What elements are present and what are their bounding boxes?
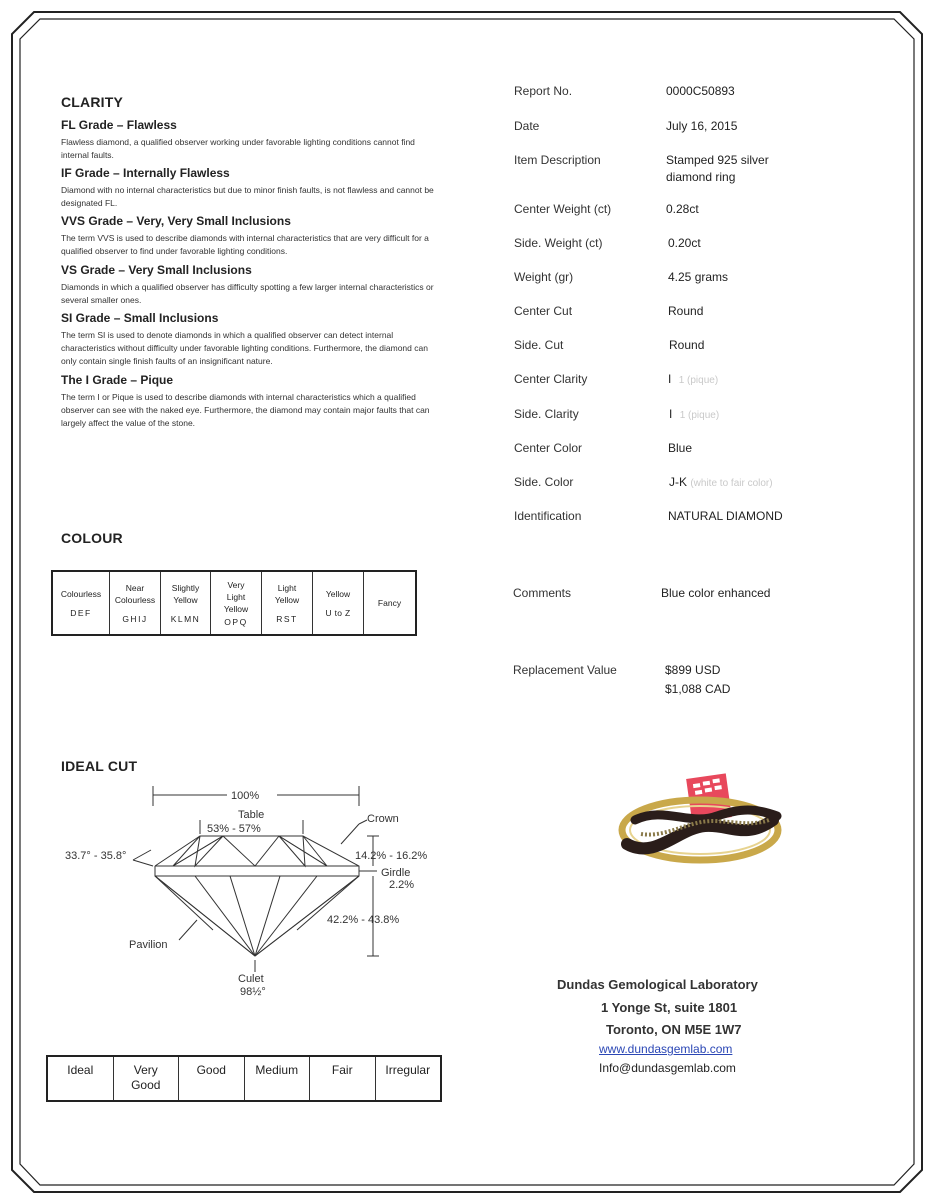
colour-cell-near-colourless: Near Colourless GHIJ: [110, 571, 161, 635]
lab-website-link[interactable]: www.dundasgemlab.com: [599, 1042, 733, 1056]
lab-address-line2: Toronto, ON M5E 1W7: [606, 1022, 742, 1037]
grade-i-title: The I Grade – Pique: [61, 373, 174, 387]
label-side-clarity: Side. Clarity: [514, 407, 579, 421]
label-weight-gr: Weight (gr): [514, 270, 574, 284]
label-culet: Culet: [238, 973, 264, 985]
label-center-cut: Center Cut: [514, 304, 573, 318]
label-pavilion: Pavilion: [129, 939, 168, 951]
grade-si-title: SI Grade – Small Inclusions: [61, 311, 219, 325]
value-replacement-cad: $1,088 CAD: [665, 682, 731, 696]
label-center-clarity: Center Clarity: [514, 372, 588, 386]
colour-cell-very-light-yellow: Very Light Yellow OPQ: [211, 571, 262, 635]
label-date: Date: [514, 119, 540, 133]
grade-vs-desc: Diamonds in which a qualified observer has difficulty spotting a few larger internal characteristics or several smaller ones.: [61, 282, 434, 305]
label-girdle-value: 2.2%: [389, 879, 415, 891]
label-comments: Comments: [513, 586, 572, 600]
cut-grade-medium: Medium: [245, 1057, 311, 1100]
grade-fl-title: FL Grade – Flawless: [61, 118, 177, 132]
value-center-color: Blue: [668, 441, 693, 455]
label-total: 100%: [231, 790, 260, 802]
value-center-weight: 0.28ct: [666, 202, 699, 216]
lab-email: Info@dundasgemlab.com: [599, 1061, 736, 1075]
label-side-weight: Side. Weight (ct): [514, 236, 603, 250]
colour-cell-yellow: Yellow U to Z: [313, 571, 364, 635]
value-date: July 16, 2015: [666, 119, 738, 133]
colour-cell-fancy: Fancy: [364, 571, 417, 635]
cut-grade-fair: Fair: [310, 1057, 376, 1100]
value-comments: Blue color enhanced: [661, 586, 771, 600]
grade-i-desc: The term I or Pique is used to describe diamonds with internal characteristics which a qualified observer can see with the naked eye. Furthermore, the diamond may contain major faults that can largely affect the value of the stone.: [61, 392, 430, 428]
label-table-range: 53% - 57%: [207, 823, 261, 835]
grade-if-title: IF Grade – Internally Flawless: [61, 166, 230, 180]
grade-vs-title: VS Grade – Very Small Inclusions: [61, 263, 252, 277]
colour-cell-light-yellow: Light Yellow RST: [262, 571, 313, 635]
colour-cell-colourless: Colourless DEF: [52, 571, 110, 635]
grade-vvs-title: VVS Grade – Very, Very Small Inclusions: [61, 214, 291, 228]
diamond-proportions-diagram: [55, 780, 445, 1005]
label-side-cut: Side. Cut: [514, 338, 564, 352]
value-side-cut: Round: [669, 338, 705, 352]
label-culet-angle: 98½°: [240, 986, 266, 998]
ideal-cut-heading: IDEAL CUT: [61, 758, 138, 774]
colour-heading: COLOUR: [61, 530, 123, 546]
grade-vvs-desc: The term VVS is used to describe diamonds with internal characteristics that are very difficult for a qualified observer to find under favorable lighting conditions.: [61, 233, 429, 256]
label-pavilion-depth: 42.2% - 43.8%: [327, 914, 400, 926]
label-report-no: Report No.: [514, 84, 573, 98]
value-side-weight: 0.20ct: [668, 236, 701, 250]
label-crown-angle: 33.7° - 35.8°: [65, 850, 127, 862]
ring-photo: [605, 768, 790, 878]
grade-si-desc: The term SI is used to denote diamonds in which a qualified observer can detect internal characteristics without difficulty under favorable lighting conditions. Furthermore, the diamond can only contain single finish faults of an insignificant nature.: [61, 330, 428, 366]
label-crown: Crown: [367, 813, 399, 825]
colour-cell-slightly-yellow: Slightly Yellow KLMN: [161, 571, 211, 635]
lab-address-line1: 1 Yonge St, suite 1801: [601, 1000, 738, 1015]
value-identification: NATURAL DIAMOND: [668, 509, 783, 523]
value-side-color: J-K (white to fair color): [669, 475, 773, 489]
value-center-clarity: I 1 (pique): [668, 372, 719, 386]
cut-grade-good: Good: [179, 1057, 245, 1100]
label-crown-height: 14.2% - 16.2%: [355, 850, 428, 862]
grade-if-desc: Diamond with no internal characteristics but due to minor finish faults, is not flawless and cannot be designated FL.: [61, 185, 434, 208]
value-center-cut: Round: [668, 304, 704, 318]
clarity-heading: CLARITY: [61, 94, 124, 110]
grade-fl-desc: Flawless diamond, a qualified observer working under favorable lighting conditions cannot find internal faults.: [61, 137, 415, 160]
label-girdle: Girdle: [381, 867, 411, 879]
cut-grade-very-good: Very Good: [114, 1057, 180, 1100]
label-center-color: Center Color: [514, 441, 583, 455]
lab-name: Dundas Gemological Laboratory: [557, 977, 758, 992]
value-item-description: Stamped 925 silver diamond ring: [666, 153, 769, 184]
cut-grade-ideal: Ideal: [48, 1057, 114, 1100]
cut-grade-table: [46, 1055, 442, 1102]
label-table: Table: [238, 809, 265, 821]
value-replacement-usd: $899 USD: [665, 663, 721, 677]
cut-grade-irregular: Irregular: [385, 1063, 431, 1077]
label-side-color: Side. Color: [514, 475, 574, 489]
colour-scale-table: [51, 570, 417, 636]
label-replacement-value: Replacement Value: [513, 663, 617, 677]
value-weight-gr: 4.25 grams: [668, 270, 729, 284]
label-item-description: Item Description: [514, 153, 601, 167]
value-report-no: 0000C50893: [666, 84, 735, 98]
value-side-clarity: I 1 (pique): [669, 407, 720, 421]
label-center-weight: Center Weight (ct): [514, 202, 612, 216]
label-identification: Identification: [514, 509, 582, 523]
